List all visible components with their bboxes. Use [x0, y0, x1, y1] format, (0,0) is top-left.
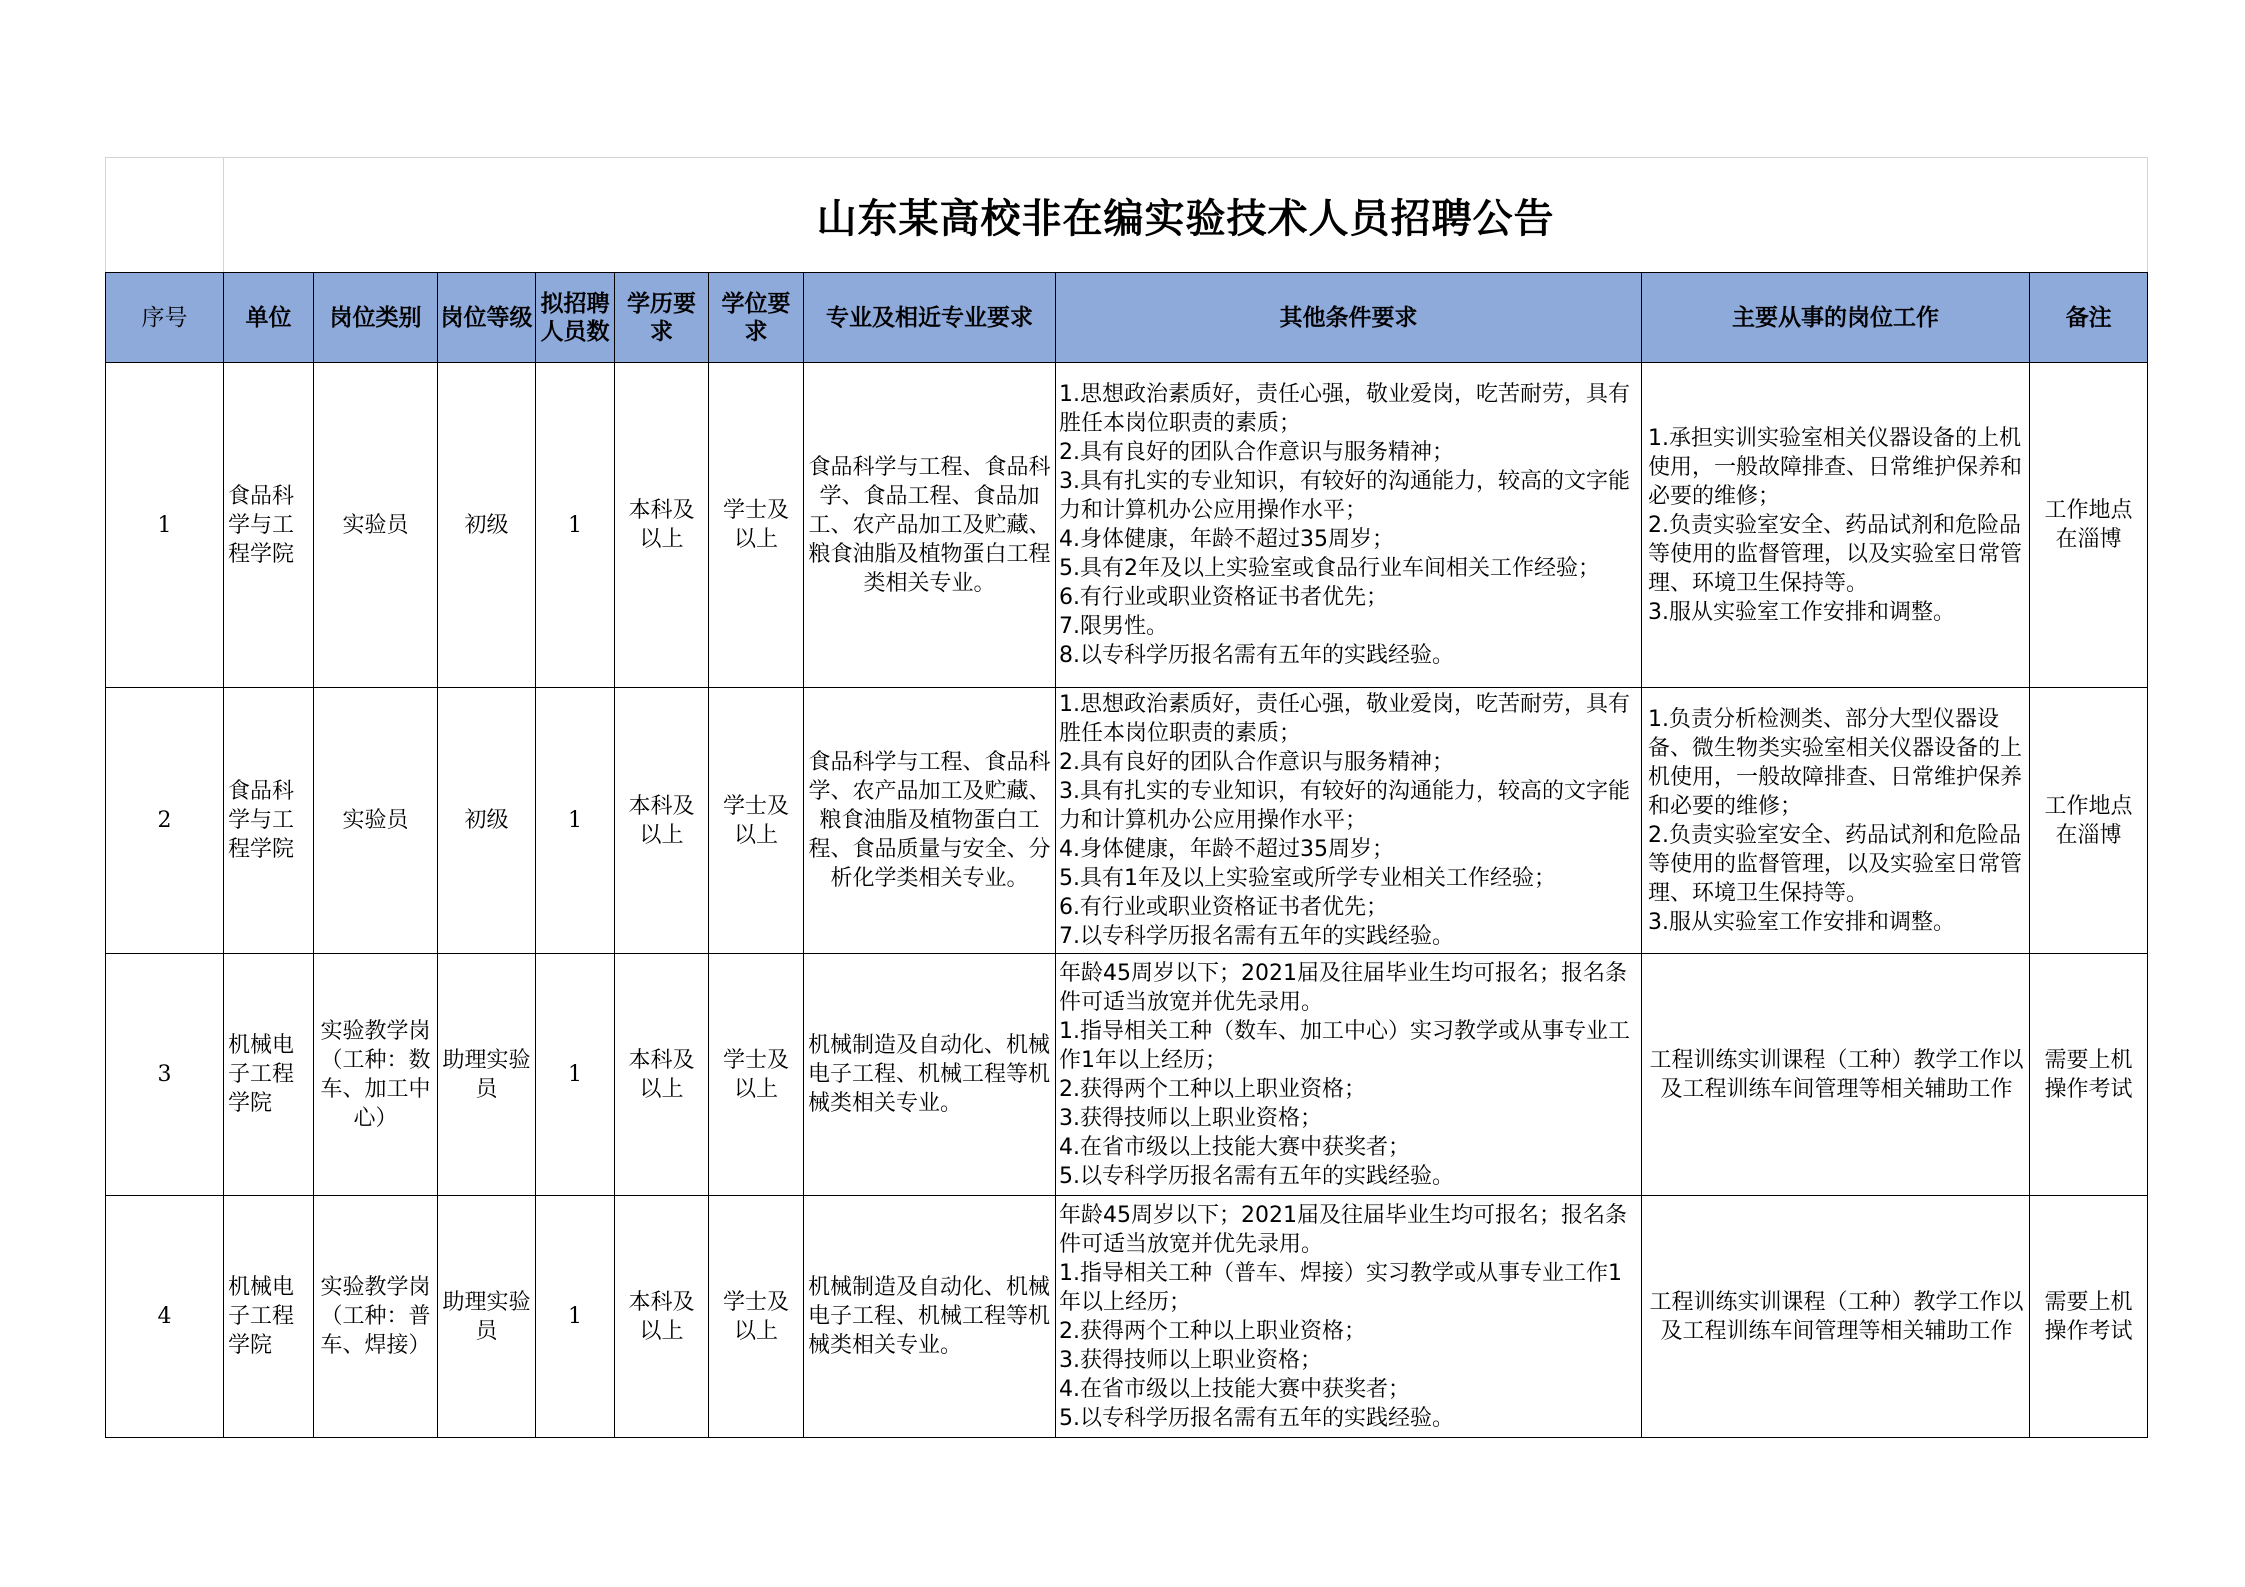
- condition-line: 5.具有2年及以上实验室或食品行业车间相关工作经验；: [1059, 556, 1600, 581]
- cell-degree: 学士及以上: [709, 688, 804, 954]
- cell-remarks: 需要上机操作考试: [2030, 1196, 2148, 1438]
- cell-count: 1: [536, 1196, 615, 1438]
- recruitment-table: [105, 157, 2148, 1438]
- condition-line: 年龄45周岁以下；2021届及往届毕业生均可报名；报名条件可适当放宽并优先录用。: [1059, 1202, 1627, 1257]
- title-row: [106, 158, 2148, 273]
- cell-unit: 食品科学与工程学院: [224, 688, 314, 954]
- condition-line: 1.思想政治素质好，责任心强，敬业爱岗，吃苦耐劳，具有胜任本岗位职责的素质；: [1059, 382, 1630, 436]
- duty-line: 3.服从实验室工作安排和调整。: [1648, 909, 1955, 935]
- cell-education: 本科及以上: [615, 954, 709, 1196]
- duty-line: 1.负责分析检测类、部分大型仪器设备、微生物类实验室相关仪器设备的上机使用，一般故障排查、日常维护保养和必要的维修；: [1648, 706, 2023, 819]
- cell-category: 实验教学岗（工种：数车、加工中心）: [314, 954, 438, 1196]
- cell-duties: [1642, 363, 2030, 688]
- condition-line: 2.获得两个工种以上职业资格；: [1059, 1318, 1366, 1344]
- cell-major: 食品科学与工程、食品科学、食品工程、食品加工、农产品加工及贮藏、粮食油脂及植物蛋白工程类相关专业。: [804, 363, 1056, 688]
- condition-line: 1.思想政治素质好，责任心强，敬业爱岗，吃苦耐劳，具有胜任本岗位职责的素质；: [1059, 692, 1630, 746]
- condition-line: 7.限男性。: [1059, 614, 1168, 639]
- condition-line: 2.具有良好的团队合作意识与服务精神；: [1059, 750, 1454, 775]
- cell-education: 本科及以上: [615, 688, 709, 954]
- header-duties: 主要从事的岗位工作: [1642, 273, 2030, 363]
- condition-line: 4.身体健康，年龄不超过35周岁；: [1059, 837, 1394, 862]
- duty-line: 2.负责实验室安全、药品试剂和危险品等使用的监督管理，以及实验室日常管理、环境卫生保持等。: [1648, 822, 2023, 906]
- cell-seq: 4: [106, 1196, 224, 1438]
- header-education: 学历要求: [615, 273, 709, 363]
- duty-line: 工程训练实训课程（工种）教学工作以及工程训练车间管理等相关辅助工作: [1649, 1289, 2024, 1344]
- cell-level: 初级: [438, 688, 536, 954]
- duty-line: 1.承担实训实验室相关仪器设备的上机使用，一般故障排查、日常维护保养和必要的维修；: [1648, 425, 2023, 509]
- condition-line: 6.有行业或职业资格证书者优先；: [1059, 585, 1388, 610]
- header-major: 专业及相近专业要求: [804, 273, 1056, 363]
- cell-duties: [1642, 1196, 2030, 1438]
- cell-degree: 学士及以上: [709, 363, 804, 688]
- cell-duties: [1642, 954, 2030, 1196]
- condition-line: 5.以专科学历报名需有五年的实践经验。: [1059, 1163, 1454, 1189]
- cell-count: 1: [536, 954, 615, 1196]
- table-row: [106, 954, 2148, 1196]
- cell-duties: [1642, 688, 2030, 954]
- cell-unit: 机械电子工程学院: [224, 954, 314, 1196]
- page-title: 山东某高校非在编实验技术人员招聘公告: [224, 158, 2148, 273]
- condition-line: 3.具有扎实的专业知识，有较好的沟通能力，较高的文字能力和计算机办公应用操作水平；: [1059, 469, 1630, 523]
- cell-conditions: [1056, 1196, 1642, 1438]
- header-seq: 序号: [106, 273, 224, 363]
- condition-line: 4.身体健康，年龄不超过35周岁；: [1059, 527, 1394, 552]
- condition-line: 2.获得两个工种以上职业资格；: [1059, 1076, 1366, 1102]
- duty-line: 3.服从实验室工作安排和调整。: [1648, 599, 1955, 625]
- cell-major: 食品科学与工程、食品科学、农产品加工及贮藏、粮食油脂及植物蛋白工程、食品质量与安全、分析化学类相关专业。: [804, 688, 1056, 954]
- cell-count: 1: [536, 688, 615, 954]
- cell-seq: 3: [106, 954, 224, 1196]
- cell-degree: 学士及以上: [709, 1196, 804, 1438]
- condition-line: 1.指导相关工种（数车、加工中心）实习教学或从事专业工作1年以上经历；: [1059, 1018, 1630, 1073]
- cell-conditions: [1056, 688, 1642, 954]
- cell-level: 初级: [438, 363, 536, 688]
- header-level: 岗位等级: [438, 273, 536, 363]
- cell-major: 机械制造及自动化、机械电子工程、机械工程等机械类相关专业。: [804, 1196, 1056, 1438]
- cell-count: 1: [536, 363, 615, 688]
- header-unit: 单位: [224, 273, 314, 363]
- cell-education: 本科及以上: [615, 363, 709, 688]
- condition-line: 5.以专科学历报名需有五年的实践经验。: [1059, 1405, 1454, 1431]
- condition-line: 5.具有1年及以上实验室或所学专业相关工作经验；: [1059, 866, 1556, 891]
- cell-category: 实验教学岗（工种：普车、焊接）: [314, 1196, 438, 1438]
- header-degree: 学位要求: [709, 273, 804, 363]
- header-count: 拟招聘人员数: [536, 273, 615, 363]
- condition-line: 6.有行业或职业资格证书者优先；: [1059, 895, 1388, 920]
- table-row: [106, 688, 2148, 954]
- header-row: [106, 273, 2148, 363]
- cell-major: 机械制造及自动化、机械电子工程、机械工程等机械类相关专业。: [804, 954, 1056, 1196]
- condition-line: 1.指导相关工种（普车、焊接）实习教学或从事专业工作1年以上经历；: [1059, 1260, 1622, 1315]
- condition-line: 7.以专科学历报名需有五年的实践经验。: [1059, 924, 1454, 949]
- duty-line: 工程训练实训课程（工种）教学工作以及工程训练车间管理等相关辅助工作: [1649, 1047, 2024, 1102]
- cell-conditions: [1056, 363, 1642, 688]
- cell-degree: 学士及以上: [709, 954, 804, 1196]
- header-conditions: 其他条件要求: [1056, 273, 1642, 363]
- cell-level: 助理实验员: [438, 1196, 536, 1438]
- condition-line: 8.以专科学历报名需有五年的实践经验。: [1059, 643, 1454, 668]
- condition-line: 3.获得技师以上职业资格；: [1059, 1347, 1322, 1373]
- condition-line: 2.具有良好的团队合作意识与服务精神；: [1059, 440, 1454, 465]
- condition-line: 4.在省市级以上技能大赛中获奖者；: [1059, 1134, 1410, 1160]
- cell-level: 助理实验员: [438, 954, 536, 1196]
- cell-seq: 2: [106, 688, 224, 954]
- cell-remarks: 工作地点在淄博: [2030, 363, 2148, 688]
- cell-category: 实验员: [314, 688, 438, 954]
- cell-unit: 机械电子工程学院: [224, 1196, 314, 1438]
- header-category: 岗位类别: [314, 273, 438, 363]
- condition-line: 3.获得技师以上职业资格；: [1059, 1105, 1322, 1131]
- title-blank-cell: [106, 158, 224, 273]
- cell-remarks: 工作地点在淄博: [2030, 688, 2148, 954]
- table-row: [106, 1196, 2148, 1438]
- cell-category: 实验员: [314, 363, 438, 688]
- condition-line: 4.在省市级以上技能大赛中获奖者；: [1059, 1376, 1410, 1402]
- table-row: [106, 363, 2148, 688]
- cell-unit: 食品科学与工程学院: [224, 363, 314, 688]
- cell-conditions: [1056, 954, 1642, 1196]
- header-remarks: 备注: [2030, 273, 2148, 363]
- condition-line: 3.具有扎实的专业知识，有较好的沟通能力，较高的文字能力和计算机办公应用操作水平；: [1059, 779, 1630, 833]
- cell-remarks: 需要上机操作考试: [2030, 954, 2148, 1196]
- cell-seq: 1: [106, 363, 224, 688]
- condition-line: 年龄45周岁以下；2021届及往届毕业生均可报名；报名条件可适当放宽并优先录用。: [1059, 960, 1627, 1015]
- recruitment-sheet: [105, 157, 2147, 1438]
- cell-education: 本科及以上: [615, 1196, 709, 1438]
- duty-line: 2.负责实验室安全、药品试剂和危险品等使用的监督管理，以及实验室日常管理、环境卫生保持等。: [1648, 512, 2023, 596]
